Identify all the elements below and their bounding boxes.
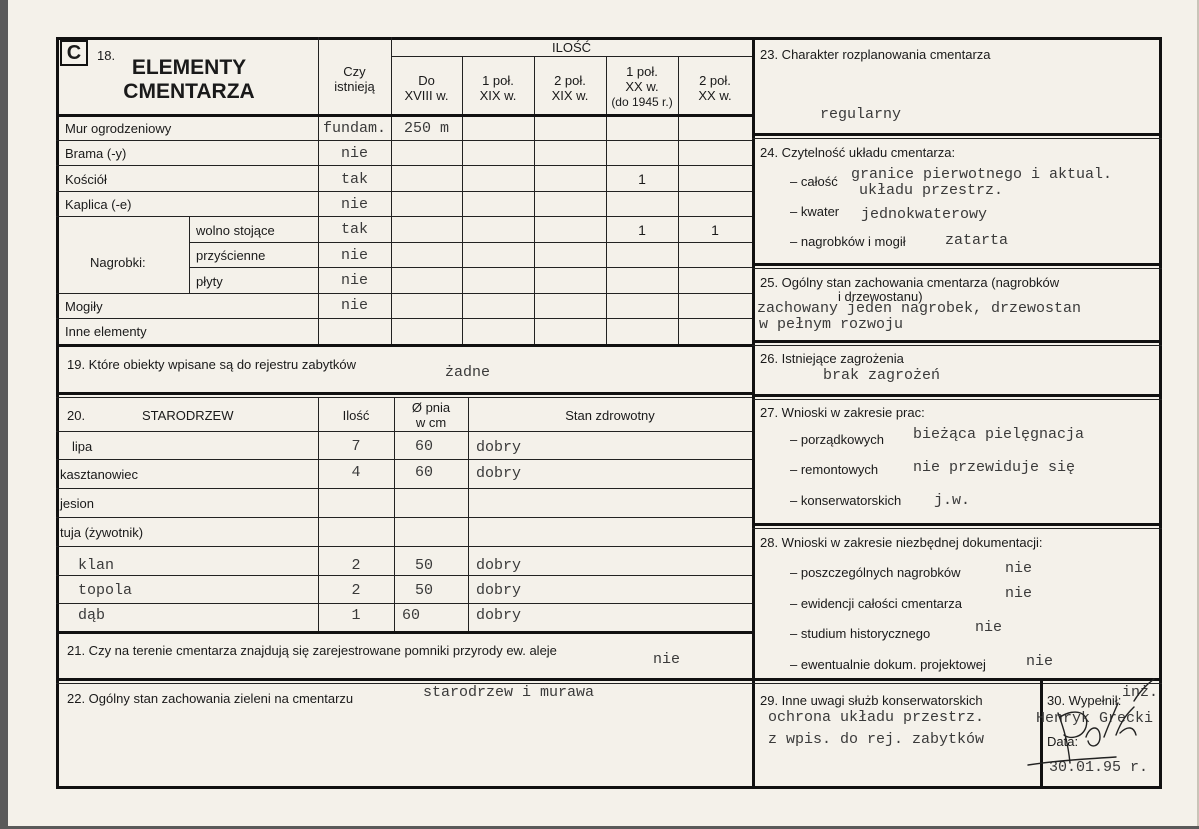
section-30-label: 30. Wypełnił: [1047, 693, 1122, 708]
tree-diam-maple: 50 [414, 557, 433, 574]
exists-column-header-line1: Czy [343, 64, 366, 79]
section-30-name: Henryk Grecki [1036, 710, 1154, 727]
section-25-value-line1: zachowany jeden nagrobek, drzewostan [757, 300, 1082, 317]
docs-project-label: – ewentualnie dokum. projektowej [790, 657, 986, 672]
tree-name-thuja: tuja (żywotnik) [60, 525, 144, 540]
tree-diam-linden: 60 [414, 438, 433, 455]
exists-column-header-line2: istnieją [334, 79, 375, 94]
tree-diam-oak: 60 [402, 607, 421, 624]
trees-diameter-header-line1: Ø pnia [411, 400, 451, 415]
period-header-3-l3: (do 1945 r.) [611, 95, 673, 109]
section-23-value: regularny [820, 106, 902, 123]
section-26-value: brak zagrożeń [823, 367, 941, 384]
section-30-date-value: 30.01.95 r. [1049, 759, 1149, 776]
readability-whole-label: – całość [790, 174, 838, 189]
readability-quarters-value: jednokwaterowy [861, 206, 988, 223]
signature-scribble [1024, 677, 1164, 777]
tree-count-chestnut: 4 [351, 464, 361, 481]
trees-count-header: Ilość [342, 408, 370, 423]
section-18-number: 18. [97, 48, 116, 63]
row-label-other: Inne elementy [65, 324, 147, 339]
trees-health-header: Stan zdrowotny [565, 408, 655, 423]
value-wall-mounted-exists: nie [340, 247, 368, 264]
section-28-label: 28. Wnioski w zakresie niezbędnej dokumentacji: [760, 535, 1043, 550]
period-header-4-l1: 2 poł. [699, 73, 731, 88]
tree-health-poplar: dobry [476, 582, 522, 599]
section-22-value: starodrzew i murawa [423, 684, 595, 701]
readability-quarters-label: – kwater [790, 204, 840, 219]
tree-count-oak: 1 [351, 607, 361, 624]
section-18-title-line1: ELEMENTY [131, 56, 247, 79]
tree-health-chestnut: dobry [476, 465, 522, 482]
docs-records-value: nie [1005, 585, 1033, 602]
tree-count-poplar: 2 [351, 582, 361, 599]
section-25-value-line2: w pełnym rozwoju [759, 316, 904, 333]
tree-name-chestnut: kasztanowiec [60, 467, 139, 482]
tree-health-oak: dobry [476, 607, 522, 624]
value-graves-exists: nie [340, 297, 368, 314]
section-26-label: 26. Istniejące zagrożenia [760, 351, 904, 366]
section-20-number: 20. [67, 408, 86, 423]
works-conservation-label: – konserwatorskich [790, 493, 902, 508]
row-label-church: Kościół [65, 172, 107, 187]
cemetery-record-card [56, 37, 1162, 789]
value-freestanding-xx1: 1 [638, 222, 646, 238]
tree-name-maple: klan [78, 557, 115, 574]
docs-project-value: nie [1026, 653, 1054, 670]
section-30-title: inż. [1122, 684, 1159, 701]
docs-graves-value: nie [1005, 560, 1033, 577]
period-header-1-l2: XIX w. [479, 88, 517, 103]
section-24-label: 24. Czytelność układu cmentarza: [760, 145, 956, 160]
works-repair-label: – remontowych [790, 462, 879, 477]
row-label-graves: Mogiły [65, 299, 103, 314]
readability-whole-value-line2: układu przestrz. [859, 182, 1004, 199]
period-header-0-l2: XVIII w. [404, 88, 449, 103]
tree-diam-chestnut: 60 [414, 464, 433, 481]
section-23-label: 23. Charakter rozplanowania cmentarza [760, 47, 991, 62]
tree-name-oak: dąb [78, 607, 106, 624]
value-gate-exists: nie [340, 145, 368, 162]
trees-diameter-header-line2: w cm [415, 415, 447, 430]
row-label-slabs: płyty [196, 274, 223, 289]
docs-history-value: nie [975, 619, 1003, 636]
section-25-label-line2: i drzewostanu) [838, 289, 923, 304]
tree-health-maple: dobry [476, 557, 522, 574]
docs-records-label: – ewidencji całości cmentarza [790, 596, 962, 611]
tree-diam-poplar: 50 [414, 582, 433, 599]
section-29-value-line2: z wpis. do rej. zabytków [768, 731, 985, 748]
readability-graves-label: – nagrobków i mogił [790, 234, 906, 249]
value-freestanding-xx2: 1 [711, 222, 719, 238]
row-label-gate: Brama (-y) [65, 146, 127, 161]
period-header-4-l2: XX w. [698, 88, 732, 103]
tree-name-linden: lipa [72, 439, 93, 454]
value-chapel-exists: nie [340, 196, 368, 213]
quantity-column-header: ILOŚĆ [551, 40, 591, 55]
readability-whole-value-line1: granice pierwotnego i aktual. [851, 166, 1113, 183]
docs-history-label: – studium historycznego [790, 626, 931, 641]
value-wall-exists: fundam. [322, 120, 386, 137]
tree-count-maple: 2 [351, 557, 361, 574]
works-repair-value: nie przewiduje się [913, 459, 1076, 476]
section-letter-box: C [60, 40, 88, 66]
section-21-label: 21. Czy na terenie cmentarza znajdują się zarejestrowane pomniki przyrody ew. aleje [67, 643, 557, 658]
section-18-title-line2: CMENTARZA [123, 80, 255, 103]
tree-name-ash: jesion [60, 496, 94, 511]
period-header-0-l1: Do [418, 73, 435, 88]
works-cleanup-label: – porządkowych [790, 432, 884, 447]
section-30-date-label: Data: [1047, 734, 1079, 749]
tree-name-poplar: topola [78, 582, 133, 599]
section-19-value: żadne [445, 364, 491, 381]
period-header-1-l1: 1 poł. [482, 73, 514, 88]
section-21-value: nie [653, 651, 681, 668]
section-27-label: 27. Wnioski w zakresie prac: [760, 405, 925, 420]
period-header-2-l1: 2 poł. [554, 73, 586, 88]
row-label-wall-mounted: przyścienne [196, 248, 266, 263]
section-25-label-line1: 25. Ogólny stan zachowania cmentarza (nagrobków [760, 275, 1060, 290]
value-wall-xviii: 250 m [403, 120, 449, 137]
row-label-chapel: Kaplica (-e) [65, 197, 132, 212]
docs-graves-label: – poszczególnych nagrobków [790, 565, 961, 580]
period-header-2-l2: XIX w. [551, 88, 589, 103]
section-20-title: STARODRZEW [142, 408, 234, 423]
section-29-value-line1: ochrona układu przestrz. [768, 709, 985, 726]
value-church-exists: tak [340, 171, 368, 188]
value-slabs-exists: nie [340, 272, 368, 289]
value-church-xx1: 1 [638, 171, 646, 187]
readability-graves-value: zatarta [945, 232, 1009, 249]
tree-count-linden: 7 [351, 438, 361, 455]
value-freestanding-exists: tak [340, 221, 368, 238]
section-29-label: 29. Inne uwagi służb konserwatorskich [760, 693, 983, 708]
works-cleanup-value: bieżąca pielęgnacja [913, 426, 1085, 443]
row-label-wall: Mur ogrodzeniowy [65, 121, 172, 136]
period-header-3-l1: 1 poł. [626, 64, 658, 79]
section-22-label: 22. Ogólny stan zachowania zieleni na cmentarzu [67, 691, 354, 706]
row-label-nagrobki: Nagrobki: [90, 255, 146, 270]
works-conservation-value: j.w. [934, 492, 971, 509]
row-label-freestanding: wolno stojące [196, 223, 275, 238]
tree-health-linden: dobry [476, 439, 522, 456]
period-header-3-l2: XX w. [625, 79, 659, 94]
section-19-label: 19. Które obiekty wpisane są do rejestru zabytków [67, 357, 357, 372]
form-sheet [8, 0, 1199, 826]
